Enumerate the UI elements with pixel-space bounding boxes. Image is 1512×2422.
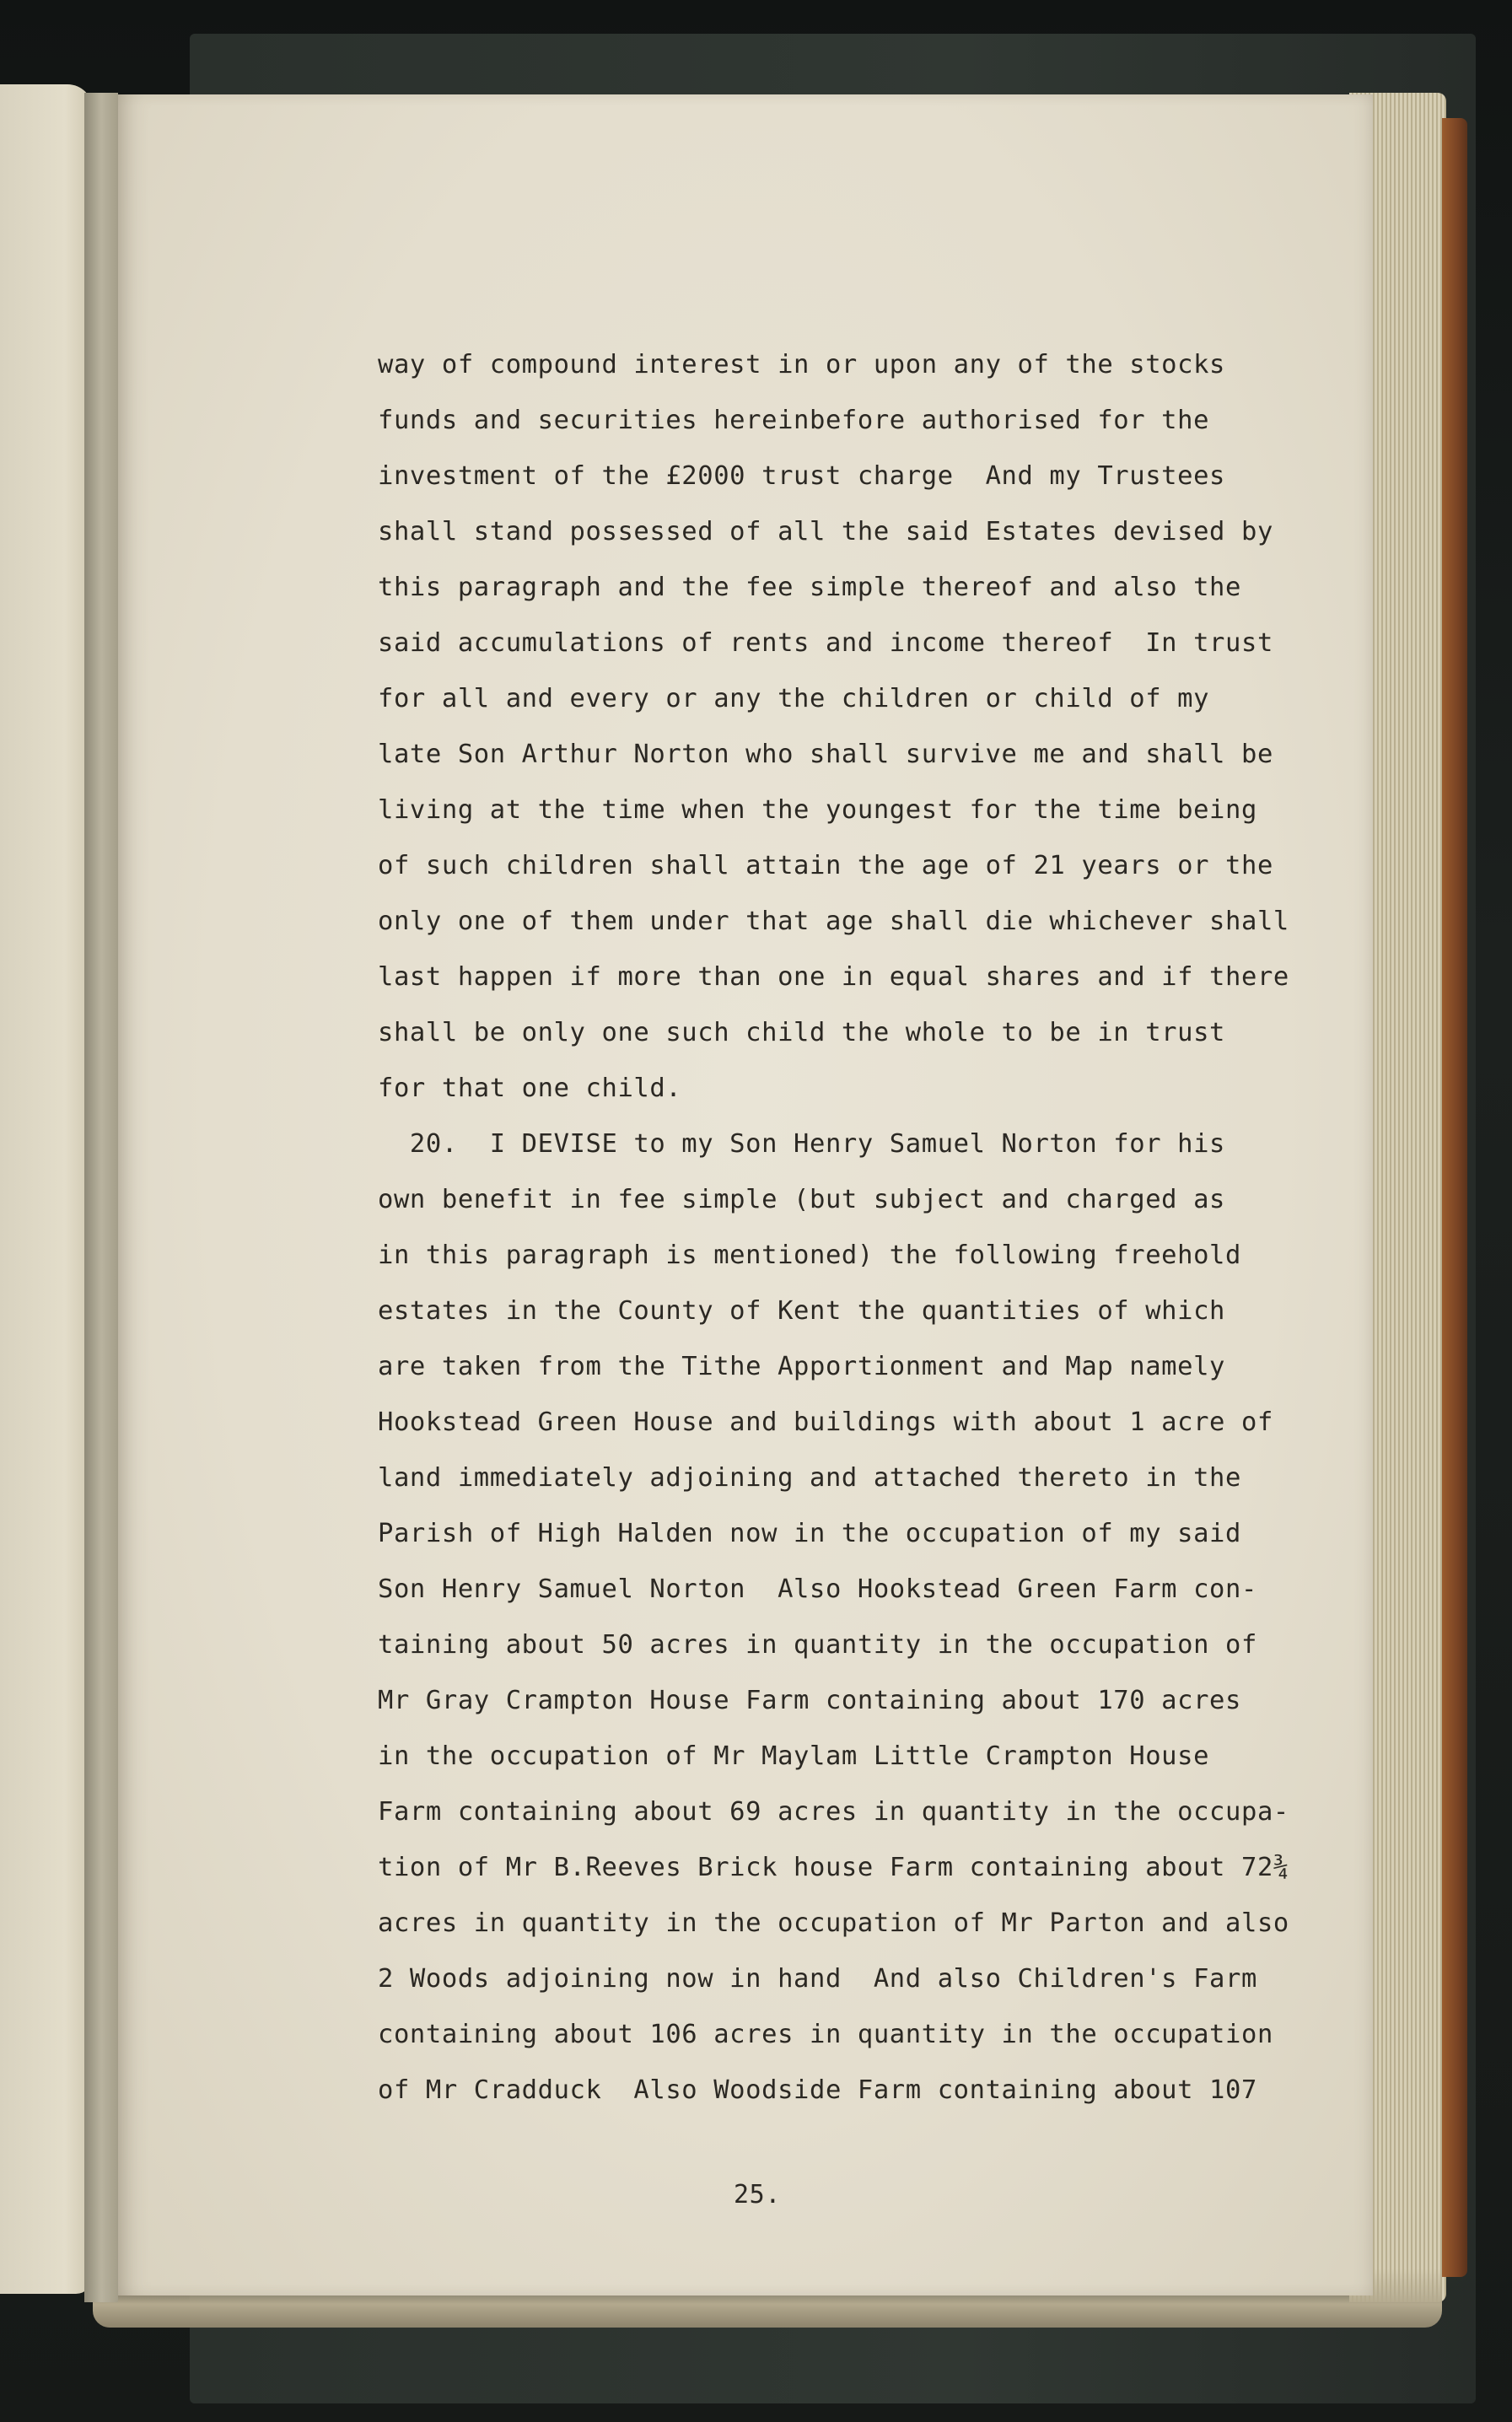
text-line: estates in the County of Kent the quantities of which — [378, 1296, 1226, 1326]
previous-page-edge — [0, 84, 93, 2294]
text-line: Mr Gray Crampton House Farm containing about 170 acres — [378, 1686, 1241, 1715]
text-line: shall stand possessed of all the said Estates devised by — [378, 517, 1273, 546]
text-line: taining about 50 acres in quantity in the occupation of — [378, 1630, 1257, 1660]
text-line: this paragraph and the fee simple thereof and also the — [378, 573, 1241, 602]
page-stack-outer-edge — [1442, 118, 1467, 2277]
text-line: tion of Mr B.Reeves Brick house Farm containing about 72¾ — [378, 1853, 1289, 1882]
text-line: own benefit in fee simple (but subject and charged as — [378, 1185, 1226, 1214]
text-line: are taken from the Tithe Apportionment and Map namely — [378, 1352, 1226, 1381]
text-line: acres in quantity in the occupation of Mr Parton and also — [378, 1908, 1289, 1938]
text-line: 2 Woods adjoining now in hand And also Children's Farm — [378, 1964, 1257, 1994]
page-number: 25. — [734, 2180, 781, 2209]
text-line: in the occupation of Mr Maylam Little Crampton House — [378, 1741, 1210, 1771]
text-line: only one of them under that age shall die whichever shall — [378, 907, 1289, 936]
text-line: way of compound interest in or upon any of the stocks — [378, 350, 1226, 379]
text-line: in this paragraph is mentioned) the following freehold — [378, 1241, 1241, 1270]
text-line: investment of the £2000 trust charge And my Trustees — [378, 461, 1226, 491]
text-line: 20. I DEVISE to my Son Henry Samuel Norton for his — [378, 1129, 1226, 1159]
text-line: for all and every or any the children or child of my — [378, 684, 1210, 713]
text-line: funds and securities hereinbefore authorised for the — [378, 406, 1210, 435]
text-line: Hookstead Green House and buildings with about 1 acre of — [378, 1407, 1273, 1437]
text-line: containing about 106 acres in quantity in the occupation — [378, 2020, 1273, 2049]
text-line: land immediately adjoining and attached thereto in the — [378, 1463, 1241, 1493]
text-line: Farm containing about 69 acres in quantity in the occupa- — [378, 1797, 1289, 1827]
text-line: Parish of High Halden now in the occupation of my said — [378, 1519, 1241, 1548]
text-line: said accumulations of rents and income thereof In trust — [378, 628, 1273, 658]
text-line: of Mr Cradduck Also Woodside Farm containing about 107 — [378, 2075, 1257, 2105]
text-line: of such children shall attain the age of 21 years or the — [378, 851, 1273, 880]
text-line: late Son Arthur Norton who shall survive me and shall be — [378, 740, 1273, 769]
text-line: last happen if more than one in equal shares and if there — [378, 962, 1289, 992]
book-gutter — [84, 93, 118, 2302]
typed-text-body — [378, 337, 1339, 2118]
text-line: living at the time when the youngest for the time being — [378, 795, 1257, 825]
text-line: for that one child. — [378, 1074, 682, 1103]
text-line: Son Henry Samuel Norton Also Hookstead Green Farm con- — [378, 1574, 1257, 1604]
text-line: shall be only one such child the whole to be in trust — [378, 1018, 1226, 1047]
